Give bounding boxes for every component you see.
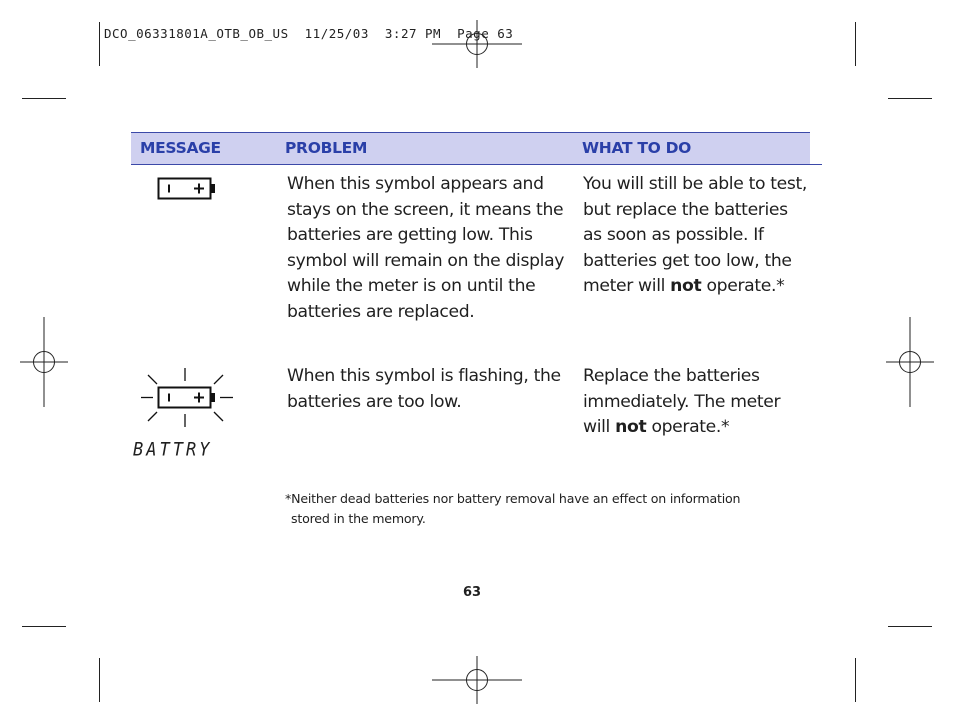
page-number: 63 [463,585,482,600]
print-slug: DCO_06331801A_OTB_OB_US 11/25/03 3:27 PM Page 63 [104,26,514,41]
header-message: MESSAGE [140,139,221,157]
footnote: *Neither dead batteries nor battery removal have an effect on information stored in the memory. [285,491,741,526]
row1-problem: When this symbol appears and stays on the screen, it means the batteries are getting low. This symbol will remain on the display while the meter is on until the batteries are replaced. [287,174,565,322]
header-problem: PROBLEM [285,139,368,157]
registration-mark-top [432,20,522,68]
row2-what-to-do: Replace the batteries immediately. The meter will not operate.* [583,366,781,438]
table-header-rule [131,164,822,165]
header-what-to-do: WHAT TO DO [582,139,692,157]
lcd-battry-text: BATTRY [133,439,213,461]
registration-mark-left [20,317,68,407]
low-battery-icon [157,177,217,201]
row1-what-to-do: You will still be able to test, but replace the batteries as soon as possible. If batteries get too low, the meter will not operate.* [583,174,807,297]
registration-mark-bottom [432,656,522,704]
table-header [131,132,810,165]
row2-problem: When this symbol is flashing, the batteries are too low. [287,366,561,412]
registration-mark-right [886,317,934,407]
flashing-battery-icon [138,368,236,428]
